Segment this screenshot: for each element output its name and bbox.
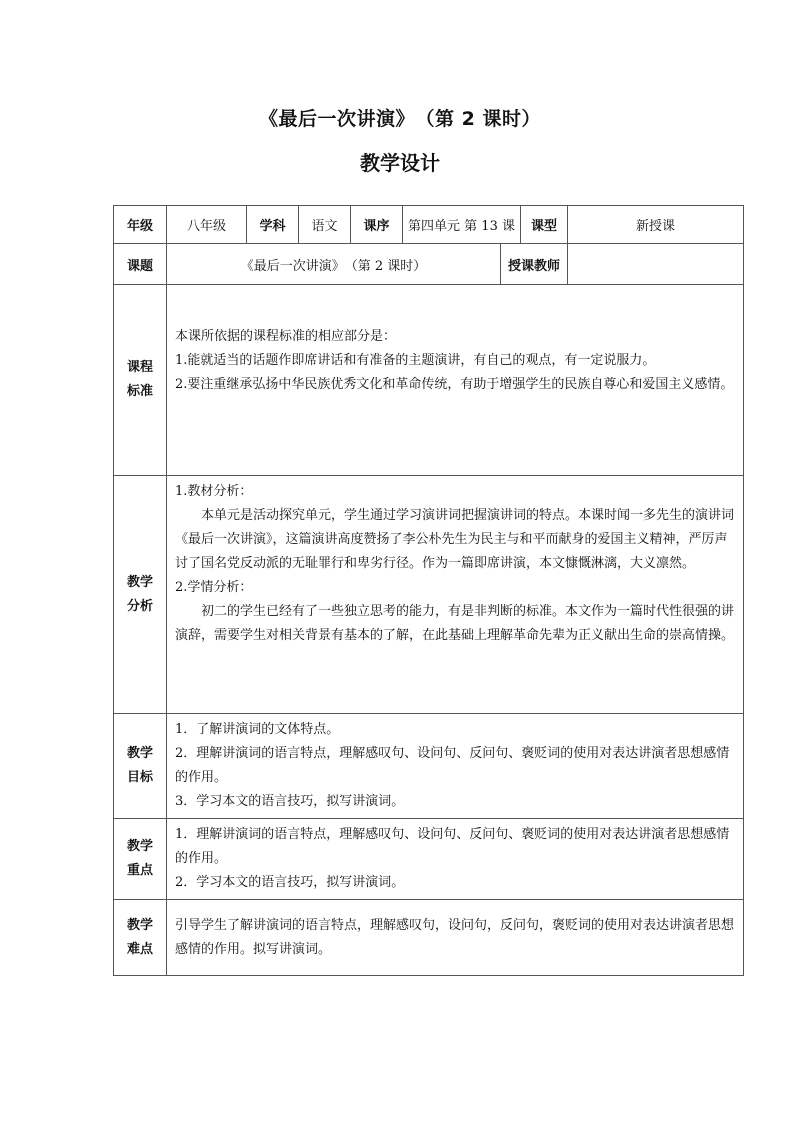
- standard-item: 2.要注重继承弘扬中华民族优秀文化和革命传统，有助于增强学生的民族自尊心和爱国主义感情。: [175, 377, 734, 392]
- objective-item: 2．理解讲演词的语言特点，理解感叹句、设问句、反问句、褒贬词的使用对表达讲演者思想感情的作用。: [175, 746, 730, 785]
- standard-content: [167, 285, 744, 476]
- subject-label: 学科: [247, 206, 299, 244]
- key-points-label: 教学 重点: [114, 819, 167, 900]
- analysis-label: 教学 分析: [114, 476, 167, 714]
- difficulties-text: 引导学生了解讲演词的语言特点，理解感叹句，设问句，反问句，褒贬词的使用对表达讲演者思想感情的作用。拟写讲演词。: [175, 917, 735, 957]
- topic-value: 《最后一次讲演》 （第 2 课时）: [167, 244, 501, 285]
- topic-label: 课题: [114, 244, 167, 285]
- teacher-label: 授课教师: [501, 244, 568, 285]
- objectives-label: 教学 目标: [114, 714, 167, 819]
- document-subtitle: 教学设计: [360, 151, 440, 175]
- grade-value: 八年级: [167, 206, 247, 244]
- teacher-value: [568, 244, 744, 285]
- subject-value: 语文: [299, 206, 351, 244]
- difficulties-label: 教学 难点: [114, 900, 167, 976]
- lesson-plan-table: [113, 205, 744, 976]
- sequence-label: 课序: [351, 206, 403, 244]
- difficulties-content: [167, 900, 744, 976]
- analysis-heading: 1.教材分析：: [175, 484, 253, 499]
- key-point-item: 1．理解讲演词的语言特点，理解感叹句、设问句、反问句、褒贬词的使用对表达讲演者思想感情的作用。: [175, 827, 730, 866]
- objective-item: 3．学习本文的语言技巧，拟写讲演词。: [175, 794, 405, 809]
- standard-label: 课程 标准: [114, 285, 167, 476]
- sequence-value: 第四单元 第 13 课: [403, 206, 521, 244]
- key-point-item: 2．学习本文的语言技巧，拟写讲演词。: [175, 875, 405, 890]
- analysis-paragraph: 本单元是活动探究单元，学生通过学习演讲词把握演讲词的特点。本课时闻一多先生的演讲词《最后一次讲演》，这篇演讲高度赞扬了李公朴先生为民主与和平而献身的爱国主义精神，严厉声讨了国名党反动派的无耻罪行和卑劣行径。作为一篇即席讲演，本文慷慨淋漓，大义凛然。: [175, 508, 735, 571]
- standard-intro: 本课所依据的课程标准的相应部分是：: [175, 329, 397, 344]
- type-label: 课型: [521, 206, 568, 244]
- analysis-heading: 2.学情分析：: [175, 580, 253, 595]
- analysis-content: [167, 476, 744, 714]
- type-value: 新授课: [568, 206, 744, 244]
- analysis-paragraph: 初二的学生已经有了一些独立思考的能力，有是非判断的标准。本文作为一篇时代性很强的讲演辞，需要学生对相关背景有基本的了解，在此基础上理解革命先辈为正义献出生命的崇高情操。: [175, 604, 735, 643]
- grade-label: 年级: [114, 206, 167, 244]
- standard-item: 1.能就适当的话题作即席讲话和有准备的主题演讲，有自己的观点，有一定说服力。: [175, 353, 656, 368]
- objective-item: 1．了解讲演词的文体特点。: [175, 722, 340, 737]
- key-points-content: [167, 819, 744, 900]
- objectives-content: [167, 714, 744, 819]
- document-title: 《最后一次讲演》 （第 2 课时）: [259, 108, 541, 130]
